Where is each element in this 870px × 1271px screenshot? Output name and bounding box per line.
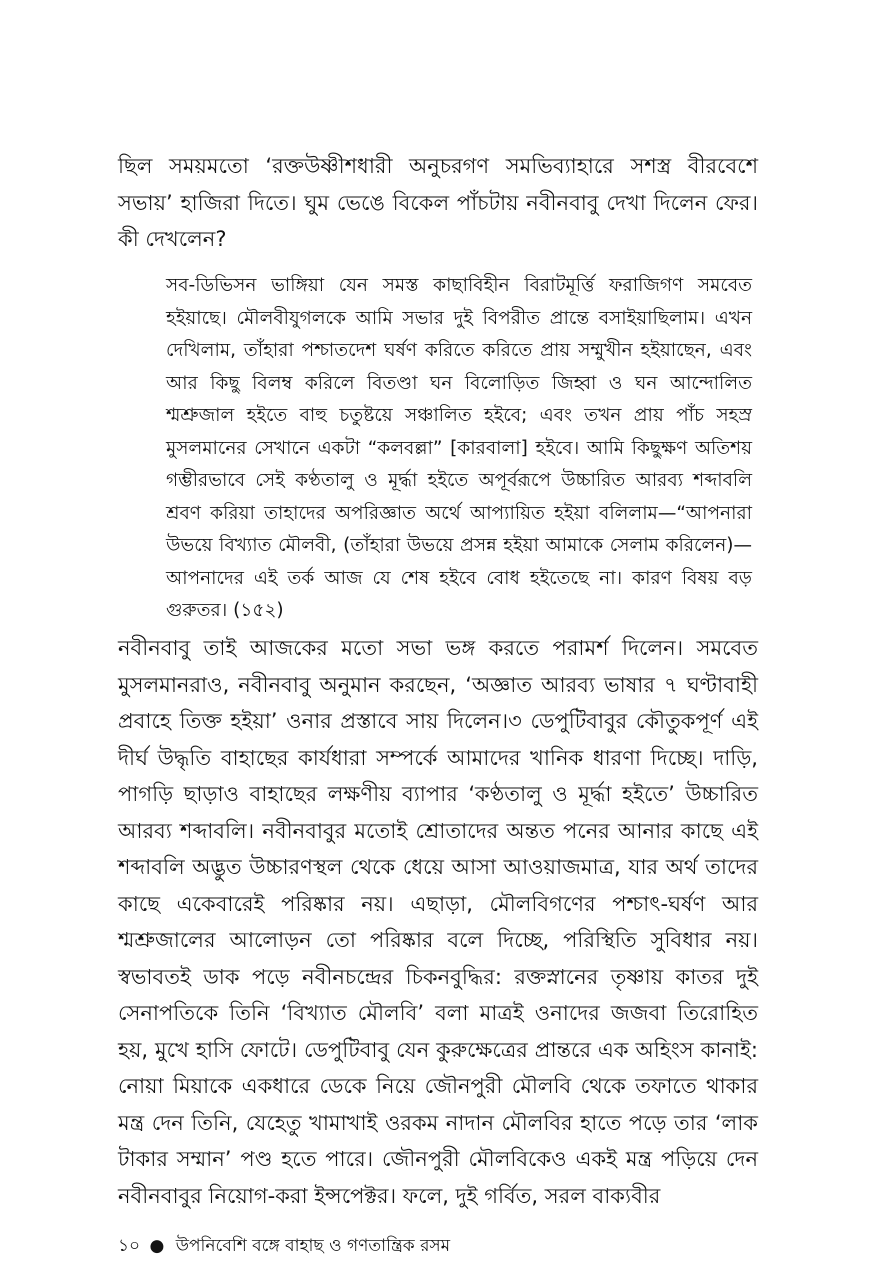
running-title: উপনিবেশি বঙ্গে বাহাছ ও গণতান্ত্রিক রসম (175, 1236, 451, 1256)
body-paragraph-main: নবীনবাবু তাই আজকের মতো সভা ভঙ্গ করতে পরামর্শ দিলেন। সমবেত মুসলমানরাও, নবীনবাবু অনুমান করছেন, ‘অজ্ঞাত আরব্য ভাষার ৭ ঘণ্টাবাহী প্রবাহে তিক্ত হইয়া’ ওনার প্রস্তাবে সায় দিলেন।৩ ডেপুটিবাবুর কৌতুকপূর্ণ এই দীর্ঘ উদ্ধৃতি বাহাছের কার্যধারা সম্পর্কে আমাদের খানিক ধারণা দিচ্ছে। দাড়ি, পাগড়ি ছাড়াও বাহাছের লক্ষণীয় ব্যাপার ‘কণ্ঠতালু ও মূর্দ্ধা হইতে’ উচ্চারিত আরব্য শব্দাবলি। নবীনবাবুর মতোই শ্রোতাদের অন্তত পনের আনার কাছে এই শব্দাবলি অদ্ভুত উচ্চারণস্থল থেকে ধেয়ে আসা আওয়াজমাত্র, যার অর্থ তাদের কাছে একেবারেই পরিষ্কার নয়। এছাড়া, মৌলবিগণের পশ্চাৎ-ঘর্ষণ আর শ্মশ্রুজালের আলোড়ন তো পরিষ্কার বলে দিচ্ছে, পরিস্থিতি সুবিধার নয়। স্বভাবতই ডাক পড়ে নবীনচন্দ্রের চিকনবুদ্ধির: রক্তস্নানের তৃষ্ণায় কাতর দুই সেনাপতিকে তিনি ‘বিখ্যাত মৌলবি’ বলা মাত্রই ওনাদের জজবা তিরোহিত হয়, মুখে হাসি ফোটে। ডেপুটিবাবু যেন কুরুক্ষেত্রের প্রান্তরে এক অহিংস কানাই: নোয়া মিয়াকে একধারে ডেকে নিয়ে জৌনপুরী মৌলবি থেকে তফাতে থাকার মন্ত্র দেন তিনি, যেহেতু খামাখাই ওরকম নাদান মৌলবির হাতে পড়ে তার ‘লাক টাকার সম্মান’ পণ্ড হতে পারে। জৌনপুরী মৌলবিকেও একই মন্ত্র পড়িয়ে দেন নবীনবাবুর নিয়োগ-করা ইন্সপেক্টর। ফলে, দুই গর্বিত, সরল বাক্যবীর (118, 636, 758, 1208)
block-quotation: সব-ডিভিসন ভাঙ্গিয়া যেন সমস্ত কাছাবিহীন বিরাটমূর্ত্তি ফরাজিগণ সমবেত হইয়াছে। মৌলবীযুগলকে আমি সভার দুই বিপরীত প্রান্তে বসাইয়াছিলাম। এখন দেখিলাম, তাঁহারা পশ্চাতদেশ ঘর্ষণ করিতে করিতে প্রায় সম্মুখীন হইয়াছেন, এবং আর কিছু বিলম্ব করিলে বিতণ্ডা ঘন বিলোড়িত জিহ্বা ও ঘন আন্দোলিত শ্মশ্রুজাল হইতে বাহু চতুষ্টয়ে সঞ্চালিত হইবে; এবং তখন প্রায় পাঁচ সহস্র মুসলমানের সেখানে একটা “কলবল্লা” [কারবালা] হইবে। আমি কিছুক্ষণ অতিশয় গম্ভীরভাবে সেই কণ্ঠতালু ও মূর্দ্ধা হইতে অপূর্বরূপে উচ্চারিত আরব্য শব্দাবলি শ্রবণ করিয়া তাহাদের অপরিজ্ঞাত অর্থে আপ্যায়িত হইয়া বলিলাম—“আপনারা উভয়ে বিখ্যাত মৌলবী, (তাঁহারা উভয়ে প্রসন্ন হইয়া আমাকে সেলাম করিলেন)—আপনাদের এই তর্ক আজ যে শেষ হইবে বোধ হইতেছে না। কারণ বিষয় বড় গুরুতর। (১৫২) (166, 275, 752, 621)
page-number: ১০ (118, 1236, 141, 1256)
body-paragraph-opening: ছিল সময়মতো ‘রক্তউষ্ণীশধারী অনুচরগণ সমভিব্যাহারে সশস্ত্র বীরবেশে সভায়’ হাজিরা দিতে। ঘুম ভেঙে বিকেল পাঁচটায় নবীনবাবু দেখা দিলেন ফের। কী দেখলেন? (118, 154, 758, 251)
page-footer (118, 1234, 758, 1258)
bullet-icon: ● (149, 1236, 165, 1256)
